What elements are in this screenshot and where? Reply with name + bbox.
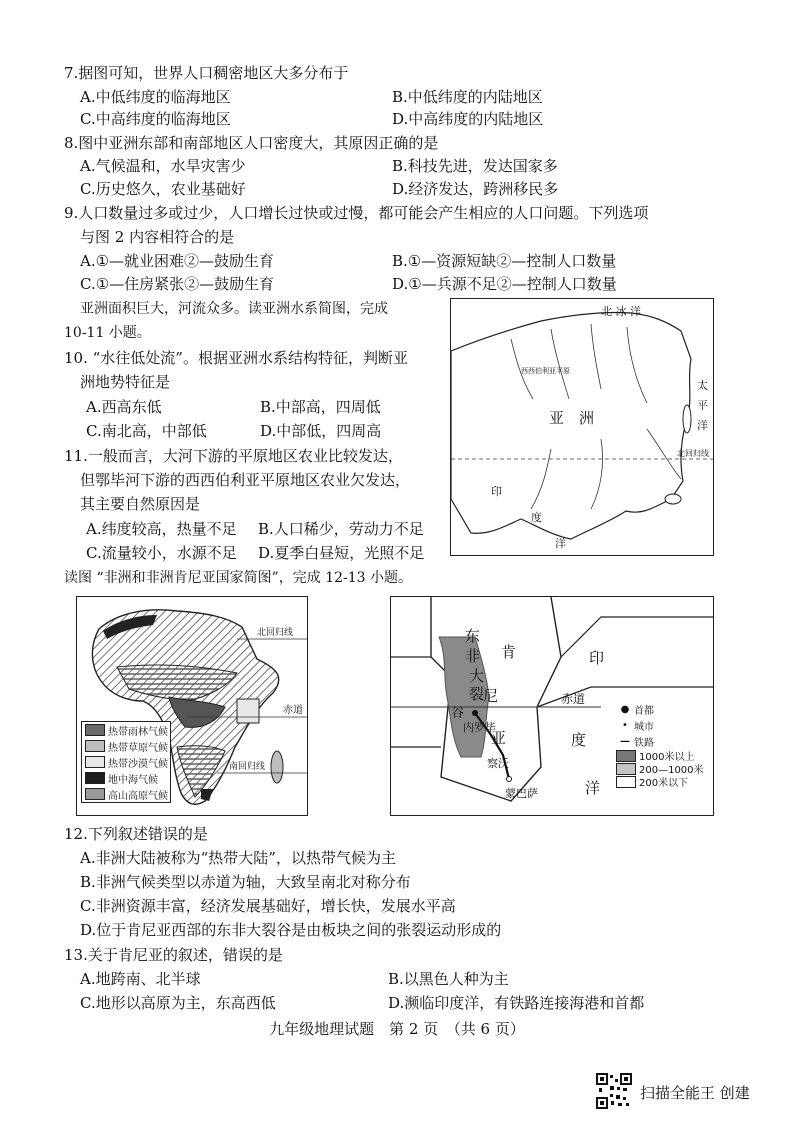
legend-item-railway <box>613 733 709 749</box>
legend-label: 200米以下 <box>639 778 689 789</box>
q11-option-b: B.人口稀少，劳动力不足 <box>258 520 424 538</box>
q8-stem: 8.图中亚洲东部和南部地区人口密度大，其原因正确的是 <box>64 134 439 152</box>
kenya-ocean-label-3: 洋 <box>585 779 601 797</box>
africa-tropic-north-label: 北回归线 <box>257 628 294 638</box>
q8-option-a: A.气候温和，水旱灾害少 <box>80 157 246 175</box>
legend-item-city <box>613 717 709 733</box>
africa-tropic-south-label: 南回归线 <box>229 762 266 772</box>
kenya-country-label-2: 尼 <box>483 687 499 705</box>
q8-option-c: C.历史悠久，农业基础好 <box>80 180 246 198</box>
q11-option-d: D.夏季白昼短，光照不足 <box>258 544 425 562</box>
legend-label: 热带雨林气候 <box>108 726 168 738</box>
q13-option-c: C.地形以高原为主，东高西低 <box>80 994 276 1012</box>
q11-option-c: C.流量较小，水源不足 <box>86 544 237 562</box>
q9-option-c: C.①—住房紧张②—鼓励生育 <box>80 275 275 293</box>
kenya-ocean-label-1: 印 <box>589 649 605 667</box>
q13-option-a: A.地跨南、北半球 <box>80 970 201 988</box>
asia-pacific-label-2: 平 <box>697 399 708 412</box>
q7-option-a: A.中低纬度的临海地区 <box>80 88 231 106</box>
legend-swatch <box>616 776 636 788</box>
q8-option-b: B.科技先进，发达国家多 <box>392 157 558 175</box>
legend-swatch <box>85 724 105 736</box>
legend-item-mediterranean <box>82 770 170 786</box>
q12-stem: 12.下列叙述错误的是 <box>64 825 208 843</box>
q9-stem-line2: 与图 2 内容相符合的是 <box>80 228 235 246</box>
legend-label: 铁路 <box>634 737 654 749</box>
legend-item-capital <box>613 701 709 717</box>
asia-pacific-label-1: 太 <box>697 379 708 392</box>
asia-indian-label-3: 洋 <box>555 537 566 550</box>
q9-option-b: B.①—资源短缺②—控制人口数量 <box>392 252 617 270</box>
legend-swatch <box>85 788 105 800</box>
intro-10-11-line1: 亚洲面积巨大，河流众多。读亚洲水系简图，完成 <box>80 301 388 317</box>
q10-option-c: C.南北高，中部低 <box>86 422 207 440</box>
asia-tropic-label: 北回归线 <box>677 449 709 458</box>
capital-dot-icon: ● <box>620 703 630 715</box>
legend-label: 首都 <box>634 705 654 717</box>
legend-item-tropical-desert <box>82 754 170 770</box>
legend-swatch <box>616 750 636 762</box>
legend-swatch <box>85 756 105 768</box>
legend-swatch <box>85 740 105 752</box>
scanner-brand-label: 扫描全能王 创建 <box>640 1084 750 1102</box>
intro-10-11-line2: 10-11 小题。 <box>64 325 151 341</box>
q7-option-c: C.中高纬度的临海地区 <box>80 110 231 128</box>
q10-option-b: B.中部高，四周低 <box>260 398 381 416</box>
q12-option-d: D.位于肯尼亚西部的东非大裂谷是由板块之间的张裂运动形成的 <box>80 921 502 939</box>
legend-swatch <box>85 772 105 784</box>
q7-option-b: B.中低纬度的内陆地区 <box>392 88 543 106</box>
q9-stem-line1: 9.人口数量过多或过少，人口增长过快或过慢，都可能会产生相应的人口问题。下列选项 <box>64 204 649 222</box>
kenya-equator-label: 赤道 <box>561 692 586 706</box>
africa-climate-legend <box>81 721 171 803</box>
asia-plain-label: 西西伯利亚平原 <box>521 367 570 375</box>
q13-option-d: D.濒临印度洋，有铁路连接海港和首都 <box>388 994 645 1012</box>
africa-equator-label: 赤道 <box>283 705 303 716</box>
legend-label: 热带沙漠气候 <box>108 758 168 770</box>
legend-item-highland <box>82 786 170 802</box>
kenya-map <box>390 596 714 816</box>
q12-option-a: A.非洲大陆被称为“热带大陆”，以热带气候为主 <box>80 849 396 867</box>
kenya-rift-label-3: 大 <box>469 667 485 685</box>
page-footer: 九年级地理试题 第 2 页 （共 6 页） <box>269 1020 525 1038</box>
kenya-country-label-1: 肯 <box>501 643 517 661</box>
kenya-rift-label-4: 裂 <box>469 685 485 703</box>
kenya-city-label: 察沃 <box>487 757 509 770</box>
q7-option-d: D.中高纬度的内陆地区 <box>392 110 544 128</box>
q10-stem-line1: 10. “水往低处流”。根据亚洲水系结构特征，判断亚 <box>64 349 408 367</box>
kenya-ocean-label-2: 度 <box>571 731 587 749</box>
legend-label: 地中海气候 <box>108 774 158 786</box>
asia-pacific-label-3: 洋 <box>697 419 708 432</box>
kenya-rift-label-1: 东 <box>465 627 481 645</box>
legend-item-tropical-rainforest <box>82 722 170 738</box>
kenya-rift-label-2: 非 <box>465 647 481 665</box>
asia-water-system-map <box>450 298 714 556</box>
q10-option-d: D.中部低，四周高 <box>260 422 382 440</box>
legend-label: 热带草原气候 <box>108 742 168 754</box>
q10-stem-line2: 洲地势特征是 <box>80 373 171 391</box>
q9-option-d: D.①—兵源不足②—控制人口数量 <box>392 275 617 293</box>
railway-line-icon: — <box>620 735 630 747</box>
legend-item-elev-low <box>613 775 709 788</box>
q7-stem: 7.据图可知，世界人口稠密地区大多分布于 <box>64 64 349 82</box>
q11-stem-line2: 但鄂毕河下游的西西伯利亚平原地区农业欠发达， <box>80 471 411 489</box>
asia-map-drawing <box>451 299 713 555</box>
q13-option-b: B.以黑色人种为主 <box>388 970 509 988</box>
q12-option-b: B.非洲气候类型以赤道为轴，大致呈南北对称分布 <box>80 873 411 891</box>
q11-stem-line3: 其主要自然原因是 <box>80 495 201 513</box>
africa-climate-map <box>76 596 308 816</box>
q9-option-a: A.①—就业困难②—鼓励生育 <box>80 252 275 270</box>
q12-option-c: C.非洲资源丰富，经济发展基础好，增长快，发展水平高 <box>80 897 456 915</box>
q13-stem: 13.关于肯尼亚的叙述，错误的是 <box>64 946 283 964</box>
asia-indian-label-1: 印 <box>491 485 502 498</box>
city-dot-icon: • <box>622 719 628 731</box>
legend-label: 城市 <box>634 721 654 733</box>
legend-item-tropical-savanna <box>82 738 170 754</box>
legend-label: 1000米以上 <box>639 752 695 763</box>
q10-option-a: A.西高东低 <box>86 398 162 416</box>
q11-option-a: A.纬度较高，热量不足 <box>86 520 237 538</box>
legend-label: 200—1000米 <box>639 765 704 776</box>
legend-swatch <box>616 763 636 775</box>
kenya-map-legend <box>613 701 709 788</box>
q11-stem-line1: 11.一般而言，大河下游的平原地区农业比较发达， <box>64 447 403 465</box>
intro-12-13: 读图 “非洲和非洲肯尼亚国家简图”，完成 12-13 小题。 <box>64 570 413 586</box>
asia-continent-label: 亚 洲 <box>549 409 595 427</box>
kenya-country-label-3: 亚 <box>491 729 507 747</box>
q8-option-d: D.经济发达，跨洲移民多 <box>392 180 559 198</box>
qr-code-icon <box>596 1073 632 1109</box>
kenya-rift-label-5: 谷 <box>451 706 465 721</box>
asia-north-ocean-label: 北 冰 洋 <box>601 305 641 318</box>
legend-label: 高山高原气候 <box>108 790 168 802</box>
asia-indian-label-2: 度 <box>531 511 542 524</box>
kenya-capital-label: 内罗毕 <box>463 721 496 734</box>
kenya-port-label: 蒙巴萨 <box>505 787 538 800</box>
